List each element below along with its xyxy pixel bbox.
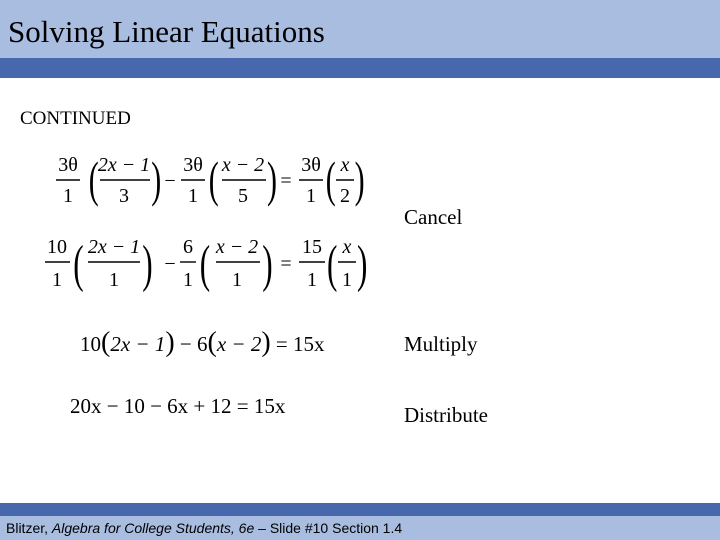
equation-line-1 [56,151,365,208]
step-label-multiply: Multiply [404,332,478,356]
coef-denominator: 1 [183,269,193,291]
minus-term: − 6 [174,332,208,356]
equals-operator: = [280,253,292,275]
fraction-numerator: 2x − 1 [87,236,141,258]
coef-numerator: 3θ [301,154,321,176]
footer-book-title: Algebra for College Students, 6e [51,520,255,536]
footer-accent-rule [0,503,720,516]
svg-text:): ) [262,236,273,294]
multiplier: 10 [80,332,101,356]
coef-numerator: 6 [183,236,193,258]
fraction-denominator: 5 [238,185,248,207]
equation-line-2 [45,236,367,293]
coef-denominator: 1 [52,269,62,291]
step-label-cancel: Cancel [404,205,463,229]
svg-text:(: ( [73,236,84,294]
minus-operator: − [164,170,176,192]
binomial: x − 2 [216,332,262,356]
equation-line-3 [80,327,325,358]
coef-numerator: 15 [302,236,322,258]
coef-numerator: 10 [47,236,67,258]
equals-operator: = [280,170,292,192]
coef-denominator: 1 [63,185,73,207]
fraction-numerator: x [340,154,350,176]
footer-citation [6,520,402,536]
svg-text:(: ( [199,236,211,294]
minus-operator: − [164,253,176,275]
distributed-equation: 20x − 10 − 6x + 12 = 15x [70,394,286,418]
footer-slide-info: – Slide #10 Section 1.4 [254,520,403,536]
coef-denominator: 1 [306,185,316,207]
coef-denominator: 1 [307,269,317,291]
fraction-denominator: 1 [342,269,352,291]
svg-text:): ) [142,236,153,294]
coef-numerator: 3θ [183,154,203,176]
svg-text:(: ( [88,151,99,207]
svg-text:10(2x − 1) − 6(x − 2) = 15x: 10(2x − 1) − 6(x − 2) = 15x [80,327,325,358]
fraction-denominator: 1 [109,269,119,291]
slide-title: Solving Linear Equations [8,14,325,49]
svg-text:(: ( [325,151,336,207]
svg-text:): ) [357,236,368,294]
right-side: = 15x [270,332,325,356]
fraction-numerator: x − 2 [215,236,259,258]
fraction-numerator: x [342,236,352,258]
coef-denominator: 1 [188,185,198,207]
fraction-numerator: x − 2 [221,154,265,176]
binomial: 2x − 1 [110,332,166,356]
continued-heading: CONTINUED [20,108,131,129]
svg-text:): ) [354,151,365,207]
svg-text:): ) [267,151,277,207]
svg-text:): ) [151,151,162,207]
fraction-denominator: 2 [340,185,350,207]
svg-text:(: ( [208,151,219,207]
fraction-numerator: 2x − 1 [97,154,151,176]
fraction-denominator: 1 [232,269,242,291]
footer-author: Blitzer, [6,520,52,536]
equation-line-4 [70,394,286,418]
step-label-distribute: Distribute [404,403,488,427]
fraction-denominator: 3 [119,185,129,207]
svg-text:(: ( [327,236,338,294]
coef-numerator: 3θ [58,154,78,176]
